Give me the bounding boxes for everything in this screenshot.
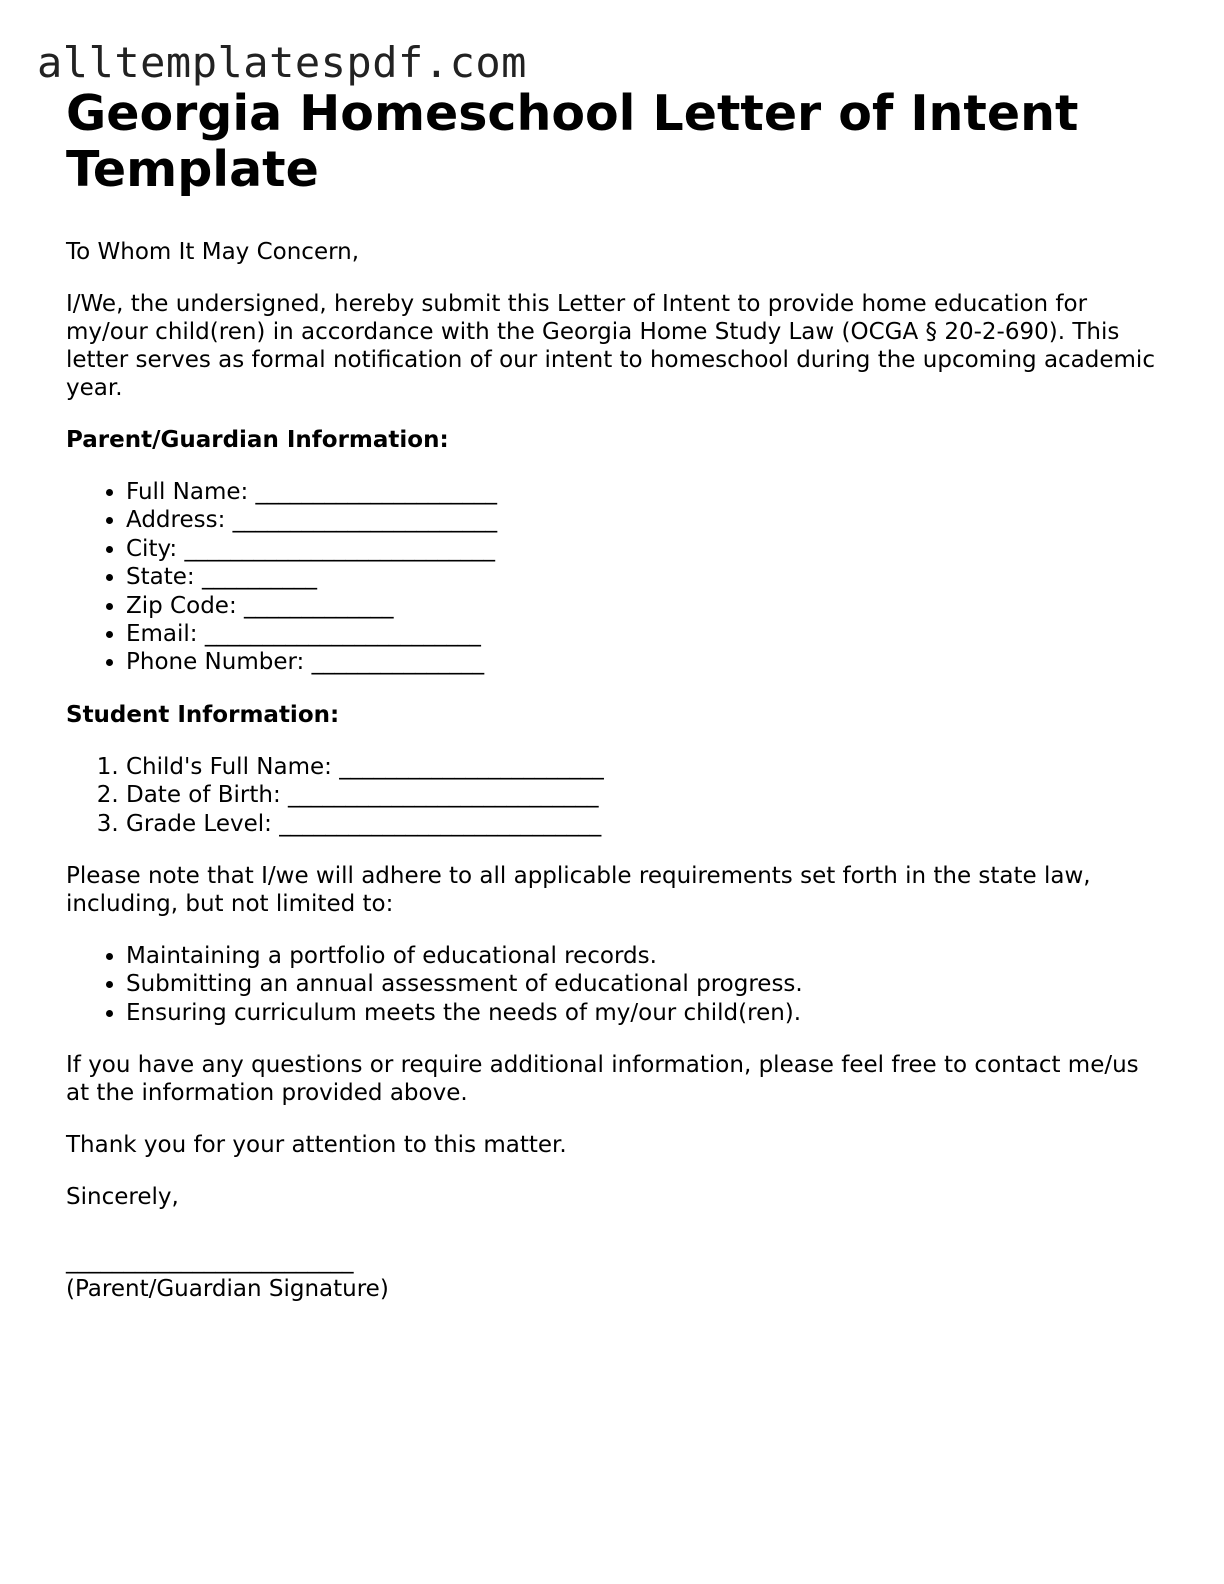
- contact-note: If you have any questions or require additional information, please feel free to contact me/us at the information provided above.: [66, 1052, 1139, 1107]
- student-field-full-name: 1. Child's Full Name: _______________________: [126, 753, 1156, 781]
- watermark-text: alltemplatespdf.com: [37, 38, 527, 87]
- letter-body: [66, 86, 1156, 1303]
- student-section-heading: Student Information:: [66, 701, 340, 728]
- parent-field-phone-number: • Phone Number: _______________: [126, 648, 1156, 676]
- student-field-date-of-birth: 2. Date of Birth: ___________________________: [126, 781, 1156, 809]
- signature-line: _________________________: [66, 1248, 354, 1275]
- parent-field-address: • Address: _______________________: [126, 506, 1156, 534]
- requirements-list: [66, 942, 1156, 1027]
- salutation: To Whom It May Concern,: [66, 239, 360, 265]
- closing-line: Sincerely,: [66, 1184, 179, 1211]
- parent-field-city: • City: ___________________________: [126, 535, 1156, 563]
- page-title: Georgia Homeschool Letter of Intent Template: [66, 85, 1079, 198]
- parent-fields-list: [66, 478, 1156, 677]
- student-field-grade-level: 3. Grade Level: ____________________________: [126, 810, 1156, 838]
- requirement-item: • Maintaining a portfolio of educational records.: [126, 942, 1156, 970]
- parent-field-zip-code: • Zip Code: _____________: [126, 592, 1156, 620]
- thanks-line: Thank you for your attention to this matter.: [66, 1132, 567, 1159]
- parent-field-state: • State: __________: [126, 563, 1156, 591]
- parent-field-full-name: • Full Name: _____________________: [126, 478, 1156, 506]
- requirements-intro: Please note that I/we will adhere to all applicable requirements set forth in the state law, including, but not limited to:: [66, 863, 1091, 918]
- parent-section-heading: Parent/Guardian Information:: [66, 427, 449, 453]
- signature-caption: (Parent/Guardian Signature): [66, 1276, 389, 1303]
- student-fields-list: [66, 753, 1156, 838]
- requirement-item: • Submitting an annual assessment of educational progress.: [126, 970, 1156, 998]
- requirement-item: • Ensuring curriculum meets the needs of my/our child(ren).: [126, 999, 1156, 1027]
- parent-field-email: • Email: ________________________: [126, 620, 1156, 648]
- intro-paragraph: I/We, the undersigned, hereby submit this Letter of Intent to provide home education for my/our child(ren) in accordance with the Georgia Home Study Law (OCGA § 20-2-690). This letter serves as formal notification of our intent to homeschool during the upcoming academic year.: [66, 291, 1155, 401]
